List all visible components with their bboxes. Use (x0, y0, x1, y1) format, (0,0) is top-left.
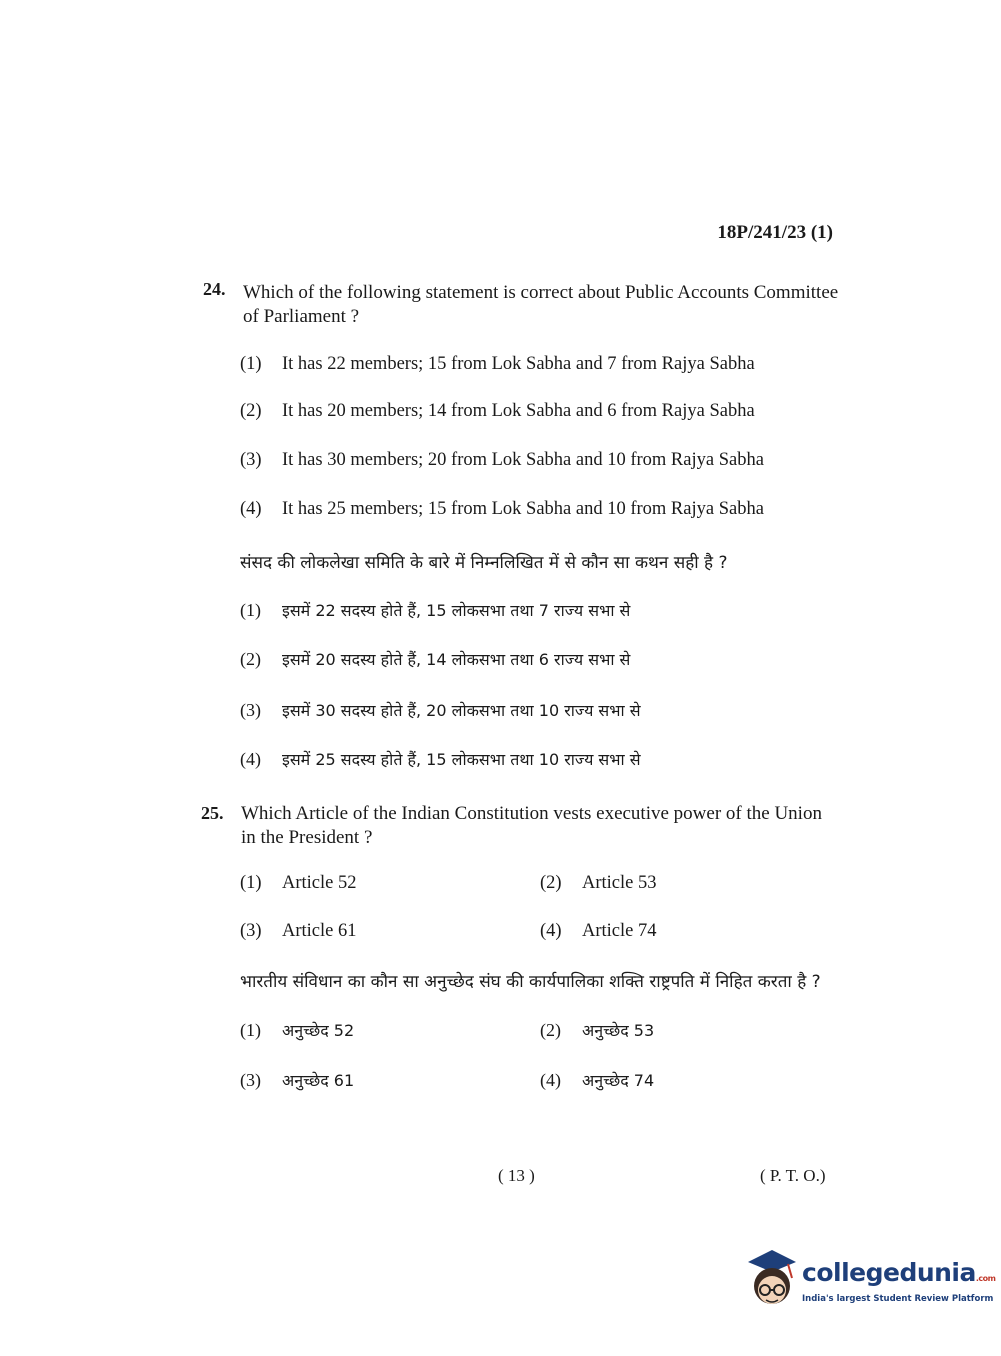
option-number: (1) (240, 1020, 261, 1040)
option-number: (2) (240, 649, 261, 669)
option-number: (1) (240, 600, 261, 620)
option-en (240, 921, 357, 942)
question-number: 25. (201, 803, 224, 823)
option-hi (240, 1069, 354, 1091)
option-text: अनुच्छेद 53 (582, 1021, 655, 1040)
option-number: (2) (540, 1020, 561, 1040)
page-number: ( 13 ) (498, 1166, 535, 1185)
option-text: It has 25 members; 15 from Lok Sabha and 10 from Rajya Sabha (282, 499, 764, 519)
option-text: Article 61 (282, 921, 357, 941)
option-text: It has 20 members; 14 from Lok Sabha and 6 from Rajya Sabha (282, 401, 755, 421)
option-en (240, 401, 755, 422)
option-text: अनुच्छेद 52 (282, 1021, 355, 1040)
option-hi (240, 599, 630, 621)
option-text: It has 22 members; 15 from Lok Sabha and 7 from Rajya Sabha (282, 354, 755, 374)
option-en (540, 921, 657, 942)
option-number: (2) (540, 873, 562, 893)
option-en (240, 450, 764, 471)
option-number: (1) (240, 873, 262, 893)
option-number: (1) (240, 354, 262, 374)
mascot-icon (742, 1248, 800, 1314)
paper-code: 18P/241/23 (1) (717, 222, 833, 243)
question-text-line: Which Article of the Indian Constitution vests executive power of the Union (241, 803, 822, 824)
question-text-hindi: संसद की लोकलेखा समिति के बारे में निम्नलिखित में से कौन सा कथन सही है ? (240, 553, 728, 573)
option-number: (3) (240, 450, 262, 470)
option-text: अनुच्छेद 74 (582, 1071, 655, 1090)
logo-tagline: India's largest Student Review Platform (802, 1294, 994, 1304)
question-text-line: Which of the following statement is correct about Public Accounts Committee (243, 282, 839, 303)
option-text: अनुच्छेद 61 (282, 1071, 355, 1090)
option-number: (3) (240, 1070, 261, 1090)
option-hi (540, 1019, 654, 1041)
option-text: It has 30 members; 20 from Lok Sabha and 10 from Rajya Sabha (282, 450, 764, 470)
collegedunia-logo[interactable] (742, 1248, 996, 1318)
option-hi (240, 648, 630, 670)
option-text: इसमें 20 सदस्य होते हैं, 14 लोकसभा तथा 6 राज्य सभा से (282, 650, 631, 669)
option-number: (4) (540, 1070, 561, 1090)
option-en (540, 873, 657, 894)
question-text-hindi: भारतीय संविधान का कौन सा अनुच्छेद संघ की कार्यपालिका शक्ति राष्ट्रपति में निहित करता है ? (240, 972, 821, 992)
logo-wordmark (802, 1258, 996, 1287)
option-number: (3) (240, 921, 262, 941)
question-number: 24. (203, 279, 226, 299)
option-en (240, 873, 357, 894)
question-text-line: of Parliament ? (243, 306, 360, 327)
question-text-line: in the President ? (241, 827, 373, 848)
option-text: Article 74 (582, 921, 657, 941)
option-text: इसमें 22 सदस्य होते हैं, 15 लोकसभा तथा 7 राज्य सभा से (282, 601, 631, 620)
option-number: (3) (240, 700, 261, 720)
option-hi (240, 748, 641, 770)
option-number: (4) (240, 749, 261, 769)
pto-label: ( P. T. O.) (760, 1166, 826, 1185)
option-text: Article 52 (282, 873, 357, 893)
option-hi (240, 1019, 354, 1041)
option-text: Article 53 (582, 873, 657, 893)
option-hi (240, 699, 641, 721)
logo-name: collegedunia (802, 1258, 976, 1287)
option-en (240, 499, 764, 520)
logo-suffix: .com (975, 1274, 996, 1283)
option-en (240, 354, 755, 375)
option-number: (4) (240, 499, 262, 519)
option-number: (2) (240, 401, 262, 421)
option-text: इसमें 30 सदस्य होते हैं, 20 लोकसभा तथा 10 राज्य सभा से (282, 701, 641, 720)
option-text: इसमें 25 सदस्य होते हैं, 15 लोकसभा तथा 10 राज्य सभा से (282, 750, 641, 769)
option-number: (4) (540, 921, 562, 941)
option-hi (540, 1069, 654, 1091)
